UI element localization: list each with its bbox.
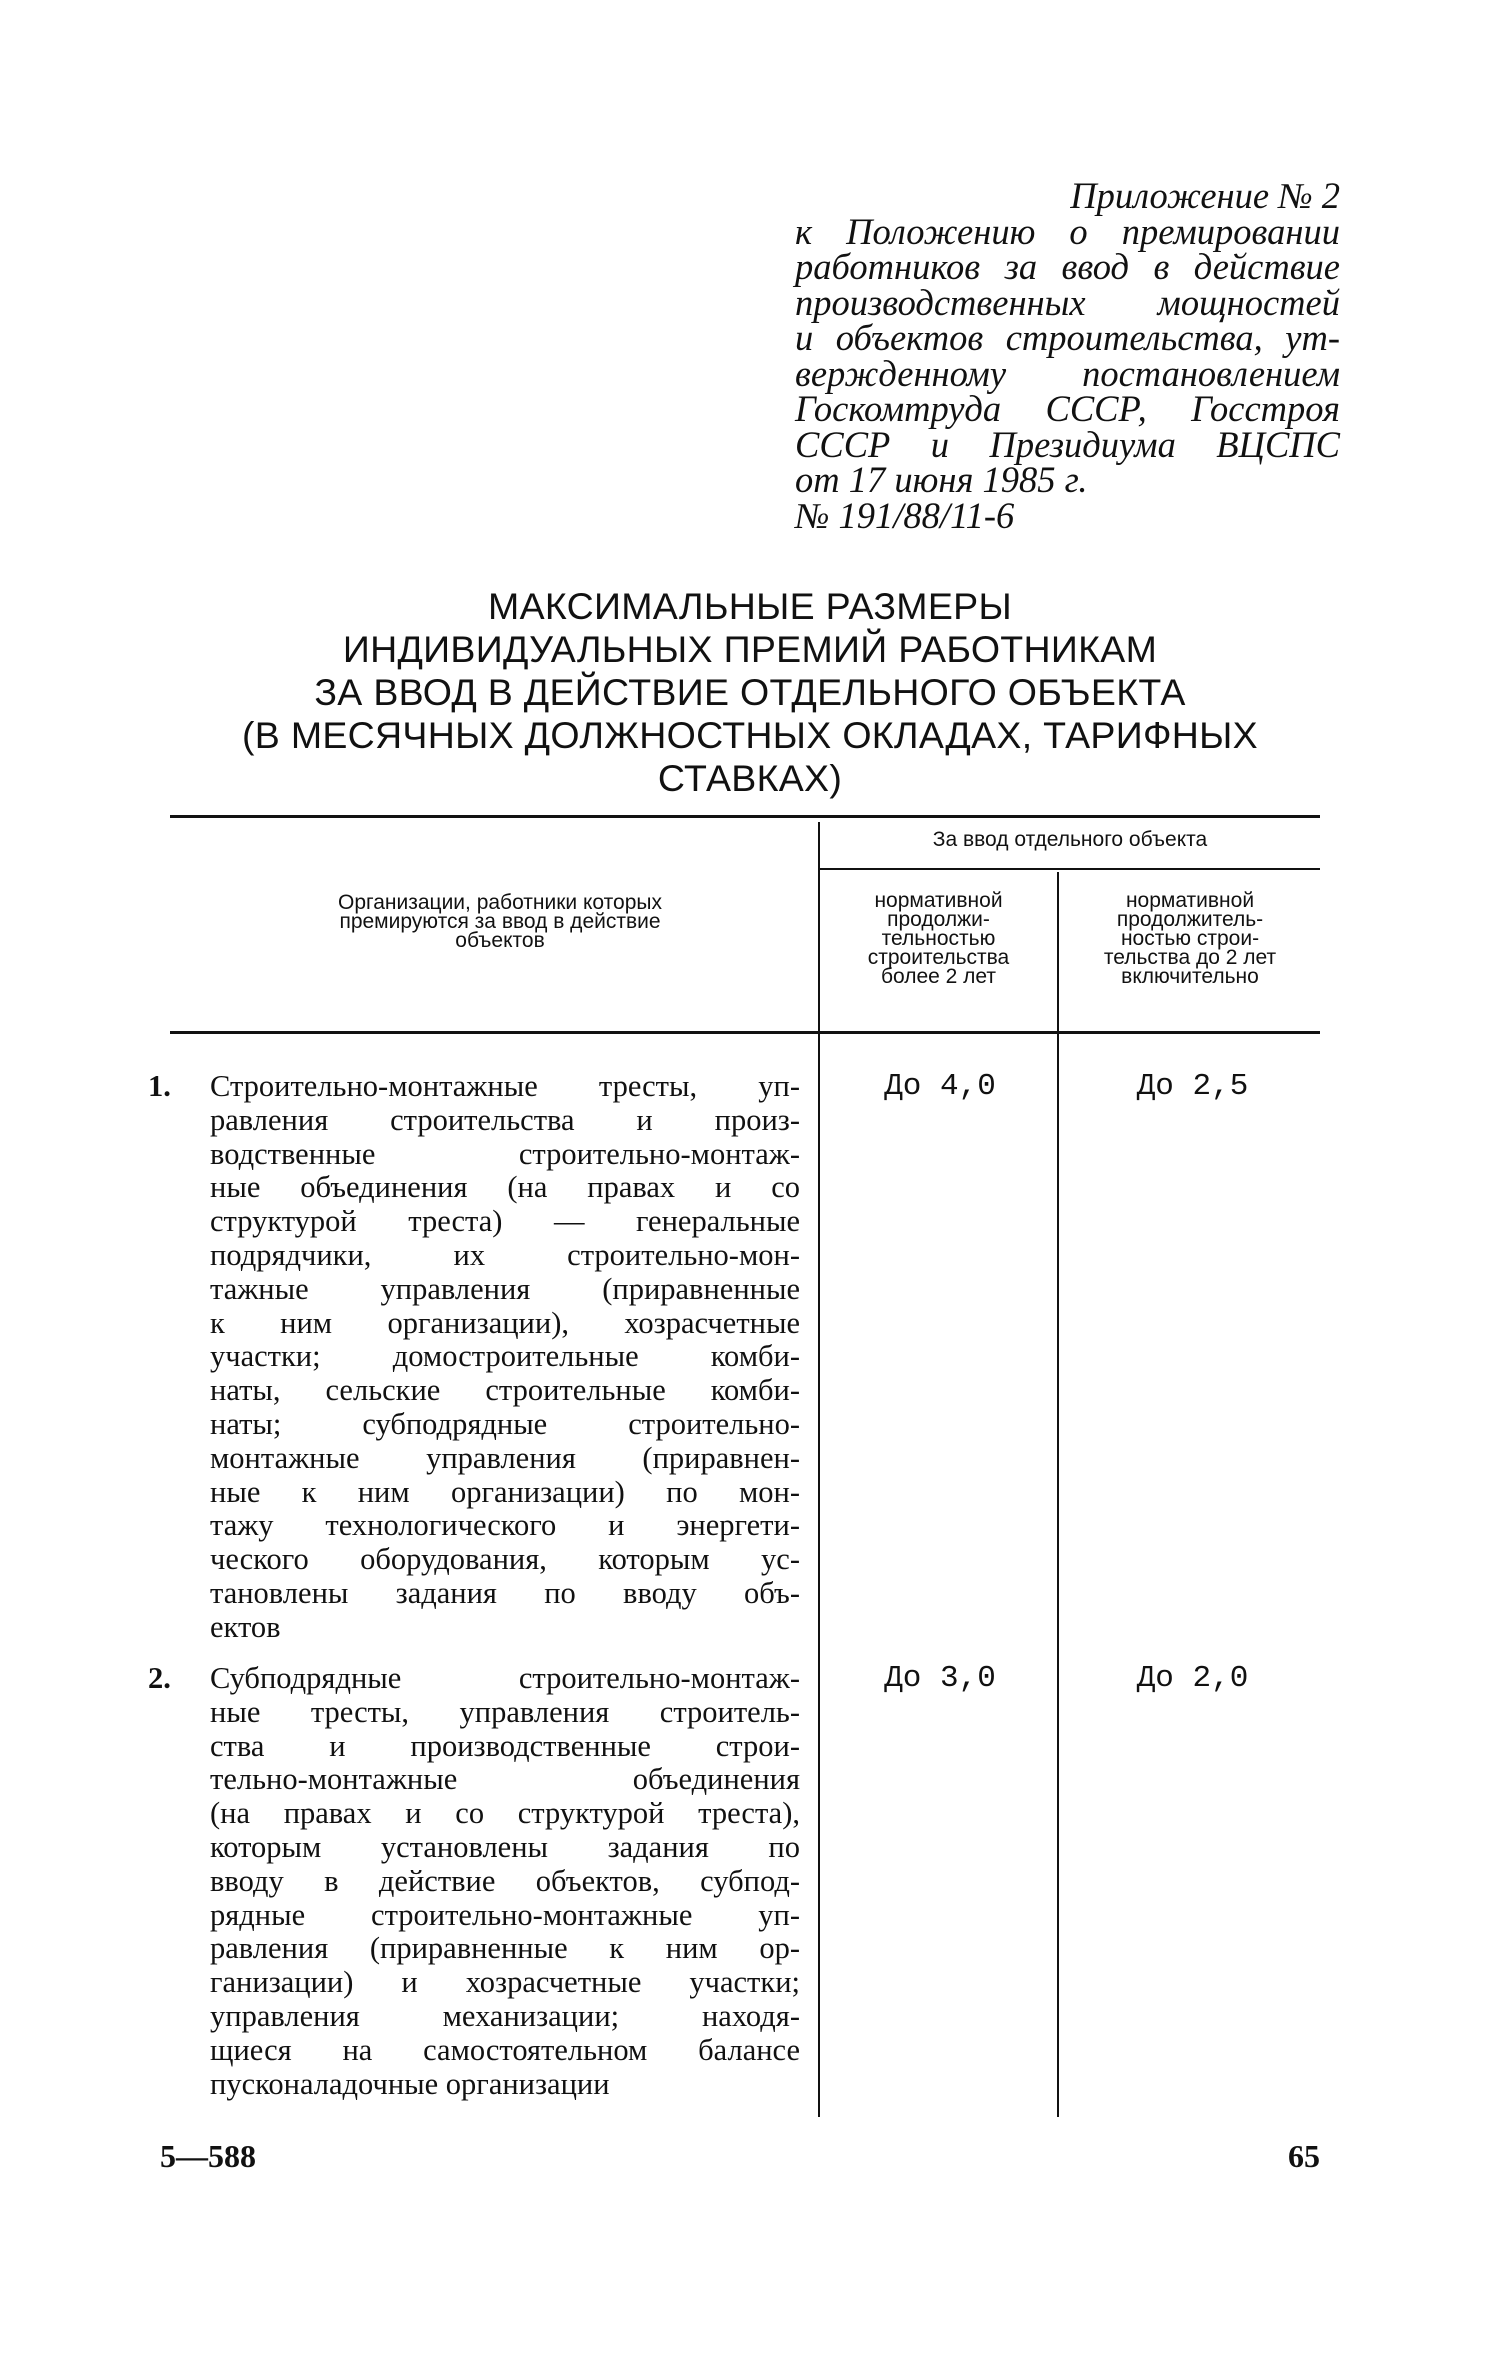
appendix-line: к Положению о премировании [795, 210, 1340, 252]
appendix-line: производственных мощностей [795, 281, 1340, 323]
row-line: к ним организации), хозрасчетные [210, 1305, 800, 1340]
row-line: ганизации) и хозрасчетные участки; [210, 1965, 800, 2000]
header-line: нормативной [1125, 889, 1255, 912]
appendix-line: Приложение № 2 [1070, 175, 1340, 216]
header-line: премируются за ввод в действие [339, 910, 661, 933]
group-header-rule [820, 868, 1320, 870]
header-line: нормативной [874, 889, 1003, 912]
row-line: ные к ним организации) по мон- [210, 1474, 800, 1509]
row-line: которым установлены задания по [210, 1829, 800, 1864]
appendix-line: Госкомтруда СССР, Госстроя [795, 388, 1340, 429]
header-line: более 2 лет [880, 965, 997, 988]
header-line: тельства до 2 лет [1103, 946, 1277, 969]
table-row [148, 1661, 800, 2101]
row-line: вводу в действие объектов, субпод- [210, 1863, 800, 1898]
row-2-value-over-2-years: До 3,0 [884, 1661, 996, 1696]
row-1-value-over-2-years: До 4,0 [884, 1069, 996, 1104]
row-line: щиеся на самостоятельном балансе [210, 2032, 800, 2067]
column-divider-left [818, 822, 820, 2117]
title-line: ЗА ВВОД В ДЕЙСТВИЕ ОТДЕЛЬНОГО ОБЪЕКТА [314, 671, 1186, 713]
row-line: монтажные управления (приравнен- [210, 1440, 800, 1475]
header-line: продолжитель- [1116, 908, 1264, 931]
row-line: ческого оборудования, которым ус- [210, 1542, 800, 1577]
appendix-reference [795, 175, 1340, 536]
row-line: тельно-монтажные объединения [210, 1762, 800, 1797]
row-line: ства и производственные строи- [210, 1728, 800, 1763]
column-divider-right [1057, 872, 1059, 2117]
header-line: продолжи- [887, 908, 990, 931]
title-line: (В МЕСЯЧНЫХ ДОЛЖНОСТНЫХ ОКЛАДАХ, ТАРИФНЫХ [242, 714, 1258, 756]
row-number: 2. [148, 1661, 171, 1695]
header-line: тельностью [881, 927, 996, 950]
row-line: наты, сельские строительные комби- [210, 1373, 800, 1408]
printing-signature: 5—588 [160, 2138, 256, 2174]
row-line: тажные управления (приравненные [210, 1271, 800, 1306]
row-line: ектов [210, 1609, 281, 1644]
appendix-line: от 17 июня 1985 г. [795, 459, 1088, 500]
table-row [148, 1069, 800, 1645]
appendix-line: № 191/88/11-6 [795, 494, 1015, 536]
header-line: ностью строи- [1120, 927, 1260, 950]
header-group-label [822, 830, 1318, 849]
appendix-line: СССР и Президиума ВЦСПС [795, 423, 1340, 465]
row-line: ные объединения (на правах и со [210, 1170, 800, 1205]
row-line: водственные строительно-монтаж- [210, 1136, 800, 1171]
appendix-line: работников за ввод в действие [795, 246, 1340, 287]
appendix-line: вержденному постановлением [795, 352, 1340, 394]
header-line: Организации, работники которых [338, 891, 662, 914]
row-line: тановлены задания по вводу объ- [210, 1575, 800, 1610]
header-bottom-rule [170, 1031, 1320, 1034]
row-line: равления строительства и произ- [210, 1102, 800, 1137]
document-title [170, 585, 1330, 800]
row-line: управления механизации; находя- [210, 1998, 800, 2033]
row-line: (на правах и со структурой треста), [210, 1796, 800, 1831]
title-line: СТАВКАХ) [657, 757, 843, 799]
row-number: 1. [148, 1069, 171, 1103]
row-line: рядные строительно-монтажные уп- [210, 1897, 800, 1932]
row-line: Субподрядные строительно-монтаж- [210, 1661, 800, 1695]
header-col-up-to-2-years [1064, 891, 1316, 986]
row-line: структурой треста) — генеральные [210, 1204, 800, 1239]
header-line: объектов [455, 929, 545, 952]
table-top-rule [170, 815, 1320, 818]
header-organizations [215, 893, 785, 950]
header-line: За ввод отдельного объекта [932, 828, 1208, 851]
row-line: участки; домостроительные комби- [210, 1339, 800, 1374]
row-line: равления (приравненные к ним ор- [210, 1931, 800, 1966]
row-line: пусконаладочные организации [210, 2066, 610, 2101]
row-line: тажу технологического и энергети- [210, 1508, 800, 1543]
header-col-over-2-years [826, 891, 1051, 986]
row-line: подрядчики, их строительно-мон- [210, 1237, 800, 1272]
header-line: включительно [1121, 965, 1259, 988]
title-line: ИНДИВИДУАЛЬНЫХ ПРЕМИЙ РАБОТНИКАМ [342, 628, 1158, 670]
page-number: 65 [1288, 2138, 1320, 2174]
row-line: ные тресты, управления строитель- [210, 1694, 800, 1729]
title-line: МАКСИМАЛЬНЫЕ РАЗМЕРЫ [488, 585, 1012, 627]
row-1-value-up-to-2-years: До 2,5 [1136, 1069, 1249, 1104]
appendix-line: и объектов строительства, ут- [795, 317, 1340, 358]
header-line: строительства [867, 946, 1010, 969]
row-line: наты; субподрядные строительно- [210, 1406, 800, 1441]
row-2-value-up-to-2-years: До 2,0 [1136, 1661, 1249, 1696]
row-line: Строительно-монтажные тресты, уп- [210, 1069, 800, 1103]
